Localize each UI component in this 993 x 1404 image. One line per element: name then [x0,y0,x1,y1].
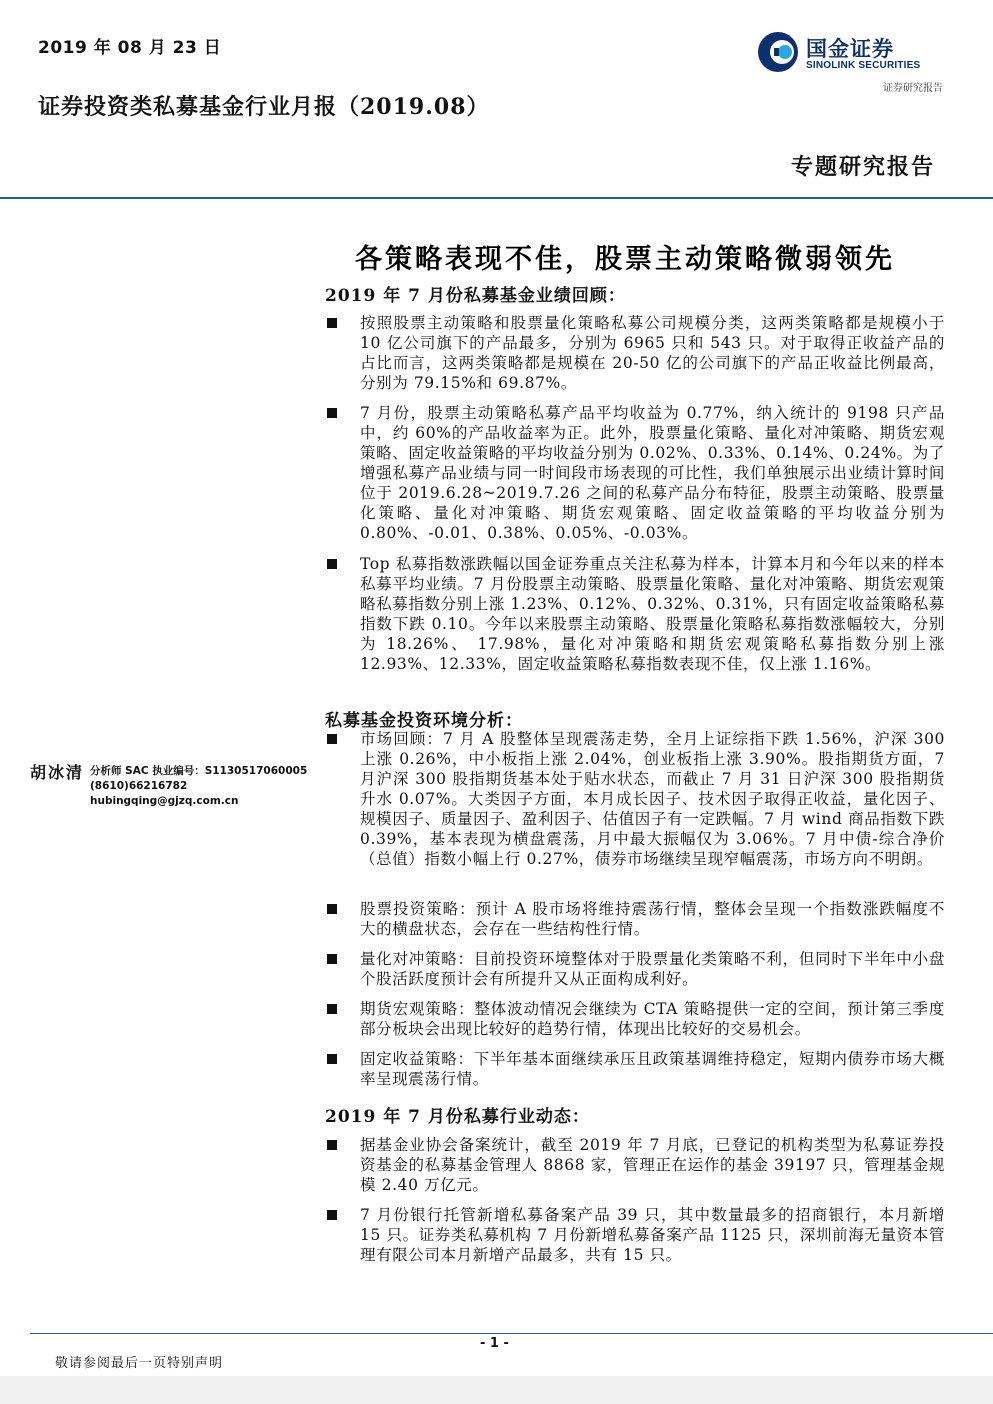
bullet-text: 期货宏观策略：整体波动情况会继续为 CTA 策略提供一定的空间，预计第三季度部分板块会出现比较好的趋势行情，体现出比较好的交易机会。 [360,1000,945,1038]
list-item [325,949,945,989]
bullet-text: 按照股票主动策略和股票量化策略私募公司规模分类，这两类策略都是规模小于 10 亿公司旗下的产品最多，分别为 6965 只和 543 只。对于取得正收益产品的占比而言，这两类策略都是规模在 20-50 亿的公司旗下的产品正收益比例最高，分别为 79.15%和 69.87%。 [360,314,945,392]
list-item [325,999,945,1039]
list-item [325,729,945,869]
analyst-phone: (8610)66216782 [90,780,188,792]
bullet-square-icon [327,1140,337,1150]
bullet-square-icon [327,734,337,744]
section-title: 2019 年 7 月份私募行业动态： [325,1107,590,1127]
analyst-name: 胡冰清 [30,763,85,782]
document-title: 证券投资类私募基金行业月报（2019.08） [38,94,490,120]
list-item [325,313,945,393]
analyst-info [90,764,307,809]
bullet-text: 量化对冲策略：目前投资环境整体对于股票量化类策略不利，但同时下半年中小盘个股活跃度预计会有所提升又从正面构成利好。 [360,950,945,988]
bullet-square-icon [327,1210,337,1220]
bullet-square-icon [327,904,337,914]
headline: 各策略表现不佳，股票主动策略微弱领先 [355,244,895,275]
bullet-square-icon [327,559,337,569]
bullet-square-icon [327,1054,337,1064]
section-title: 私募基金投资环境分析： [325,711,523,731]
bullet-text: Top 私募指数涨跌幅以国金证券重点关注私募为样本，计算本月和今年以来的样本私募平均业绩。7 月份股票主动策略、股票量化策略、量化对冲策略、期货宏观策略私募指数分别上涨 1.23%、0.12%、0.32%、0.31%，只有固定收益策略私募指数下跌 0.10。今年以来股票主动策略、股票量化策略私募指数涨幅较大，分别为 18.26%、 17.98%，量化对冲策略和期货宏观策略私募指数分别上涨 12.93%、12.33%，固定收益策略私募指数表现不佳，仅上涨 1.16%。 [360,555,945,673]
disclaimer-note: 敬请参阅最后一页特别声明 [55,1356,224,1371]
footer-band [0,1376,993,1404]
bullet-square-icon [327,408,337,418]
list-item [325,403,945,543]
bullet-text: 股票投资策略：预计 A 股市场将维持震荡行情，整体会呈现一个指数涨跌幅度不大的横盘状态，会存在一些结构性行情。 [360,900,945,938]
list-item [325,554,945,674]
bullet-text: 7 月份银行托管新增私募备案产品 39 只，其中数量最多的招商银行，本月新增 15 只。证券类私募机构 7 月份新增私募备案产品 1125 只，深圳前海无量资本管理有限公司本月新增产品最多，共有 15 只。 [360,1206,945,1264]
bullet-square-icon [327,318,337,328]
footer-divider [30,1333,993,1334]
list-item [325,899,945,939]
bullet-text: 固定收益策略：下半年基本面继续承压且政策基调维持稳定，短期内债券市场大概率呈现震荡行情。 [360,1050,945,1088]
logo-mark-icon [756,30,800,74]
list-item [325,1205,945,1265]
logo-text-cn: 国金证券 [806,37,894,61]
bullet-text: 7 月份，股票主动策略私募产品平均收益为 0.77%，纳入统计的 9198 只产品中，约 60%的产品收益率为正。此外，股票量化策略、量化对冲策略、期货宏观策略、固定收益策略的平均收益分别为 0.02%、0.33%、0.14%、0.24%。为了增强私募产品业绩与同一时间段市场表现的可比性，我们单独展示出业绩计算时间位于 2019.6.28~2019.7.26 之间的私募产品分布特征，股票主动策略、股票量化策略、量化对冲策略、期货宏观策略、固定收益策略的平均收益分别为 0.80%、-0.01、0.38%、0.05%、-0.03%。 [360,404,945,542]
section-title: 2019 年 7 月份私募基金业绩回顾： [325,286,626,306]
logo-text-en: SINOLINK SECURITIES [806,60,921,71]
bullet-text: 市场回顾：7 月 A 股整体呈现震荡走势，全月上证综指下跌 1.56%，沪深 300 上涨 0.26%，中小板指上涨 2.04%，创业板指上涨 3.90%。股指期货方面，7 月沪深 300 股指期货基本处于贴水状态，而截止 7 月 31 日沪深 300 股指期货升水 0.07%。大类因子方面，本月成长因子、技术因子取得正收益，量化因子、规模因子、质量因子、盈利因子、估值因子有一定跌幅。7 月 wind 商品指数下跌 0.39%，基本表现为横盘震荡，月中最大振幅仅为 3.06%。7 月中债-综合净价（总值）指数小幅上行 0.27%，债券市场继续呈现窄幅震荡，市场方向不明朗。 [360,730,945,868]
page-number: - 1 - [480,1336,509,1351]
header-divider [0,197,993,199]
report-type: 专题研究报告 [790,154,935,180]
report-date: 2019 年 08 月 23 日 [38,38,222,58]
bullet-square-icon [327,1004,337,1014]
analyst-sac-number: 分析师 SAC 执业编号：S1130517060005 [90,765,308,777]
bullet-square-icon [327,954,337,964]
bullet-text: 据基金业协会备案统计，截至 2019 年 7 月底，已登记的机构类型为私募证券投资基金的私募基金管理人 8868 家，管理正在运作的基金 39197 只，管理基金规模 2.40 万亿元。 [360,1136,945,1194]
company-logo [756,30,946,76]
analyst-email[interactable]: hubingqing@gjzq.com.cn [90,795,239,807]
logo-subtitle: 证券研究报告 [883,83,943,94]
list-item [325,1135,945,1195]
list-item [325,1049,945,1089]
